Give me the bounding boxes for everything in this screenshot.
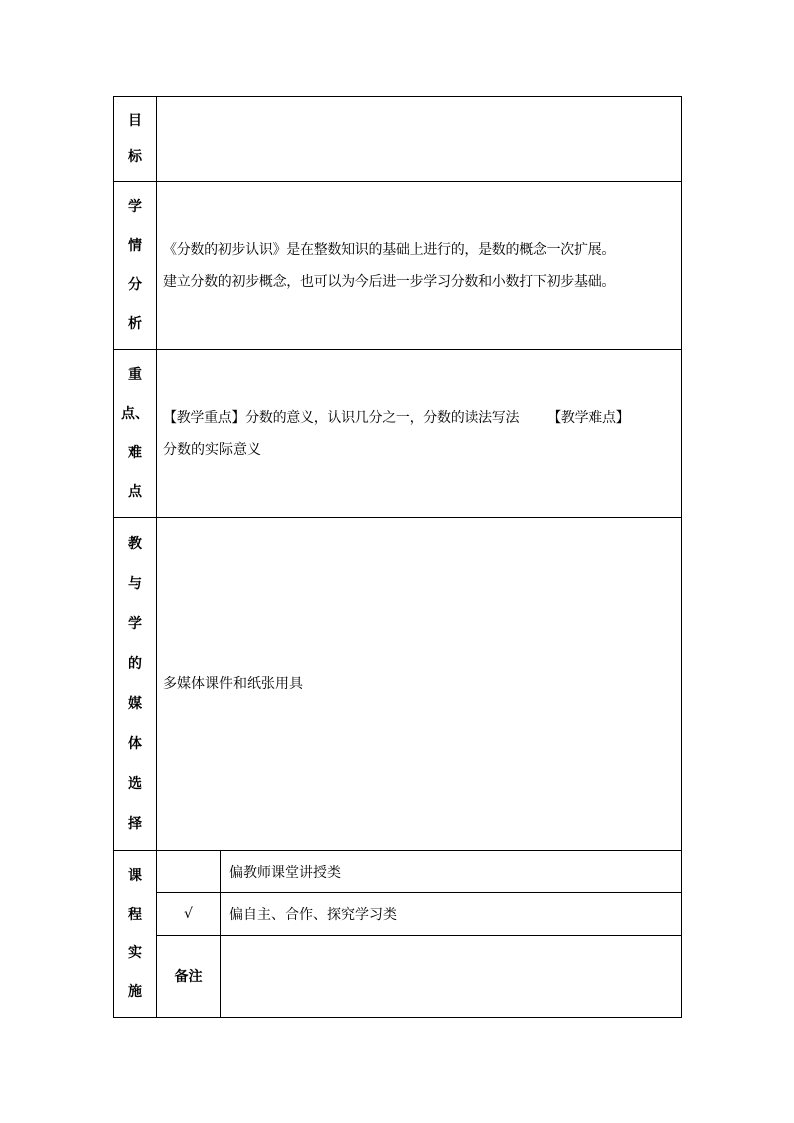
keypoints-label-char: 点 — [128, 483, 142, 500]
difficult-point-tag: 【教学难点】 — [547, 409, 630, 426]
option-check-cell — [157, 893, 221, 935]
analysis-label-cell — [114, 182, 157, 350]
key-point-tag: 【教学重点】 — [163, 409, 246, 426]
check-mark: √ — [184, 905, 193, 922]
media-content: 多媒体课件和纸张用具 — [163, 676, 303, 692]
analysis-label-char: 析 — [128, 315, 142, 332]
goal-row — [114, 97, 682, 182]
analysis-line: 建立分数的初步概念，也可以为今后进一步学习分数和小数打下初步基础。 — [163, 273, 616, 290]
option-teacher-lecture: 偏教师课堂讲授类 — [229, 864, 341, 881]
keypoints-line — [163, 402, 677, 434]
media-label-char: 与 — [128, 576, 142, 592]
implementation-label-char: 施 — [128, 983, 142, 1000]
goal-label-char: 标 — [128, 149, 142, 165]
media-label-char: 学 — [128, 616, 142, 632]
note-row — [114, 935, 682, 1018]
option-text-cell — [221, 893, 682, 935]
keypoints-label-char: 难 — [128, 444, 142, 461]
media-label-char: 体 — [128, 736, 142, 752]
media-label-char: 教 — [128, 536, 142, 552]
media-label-char: 择 — [128, 816, 142, 832]
note-label-cell — [157, 935, 221, 1018]
option-check-cell — [157, 851, 221, 893]
implementation-label-char: 实 — [128, 945, 142, 962]
note-content-cell — [221, 935, 682, 1018]
keypoints-label-char: 重 — [128, 367, 142, 384]
media-label-cell — [114, 518, 157, 851]
media-label-char: 媒 — [128, 696, 142, 712]
analysis-line: 《分数的初步认识》是在整数知识的基础上进行的，是数的概念一次扩展。 — [163, 241, 616, 258]
media-row — [114, 518, 682, 851]
keypoints-content — [157, 402, 681, 466]
analysis-content — [157, 234, 681, 298]
keypoints-row — [114, 350, 682, 518]
analysis-label-char: 学 — [128, 199, 142, 216]
option-text-cell — [221, 851, 682, 893]
analysis-row — [114, 182, 682, 350]
implementation-label-cell — [114, 851, 157, 1018]
goal-label-cell — [114, 97, 157, 182]
media-content-cell — [157, 518, 682, 851]
implementation-row — [114, 851, 682, 893]
implementation-row — [114, 893, 682, 935]
note-label: 备注 — [174, 969, 203, 986]
keypoints-label-cell — [114, 350, 157, 518]
key-point-text: 分数的意义，认识几分之一，分数的读法写法 — [245, 409, 520, 426]
lesson-plan-table — [113, 96, 682, 1018]
analysis-content-cell — [157, 182, 682, 350]
media-label-char: 选 — [128, 776, 142, 792]
goal-label-char: 目 — [128, 113, 142, 129]
option-self-cooperative: 偏自主、合作、探究学习类 — [229, 906, 397, 923]
implementation-label-char: 课 — [128, 868, 142, 885]
analysis-label-char: 情 — [128, 238, 142, 255]
goal-content-cell — [157, 97, 682, 182]
keypoints-content-cell — [157, 350, 682, 518]
implementation-label-char: 程 — [128, 906, 142, 923]
media-label-char: 的 — [128, 656, 142, 672]
difficult-point-text: 分数的实际意义 — [163, 441, 261, 458]
keypoints-label-char: 点、 — [121, 406, 149, 423]
analysis-label-char: 分 — [128, 276, 142, 293]
